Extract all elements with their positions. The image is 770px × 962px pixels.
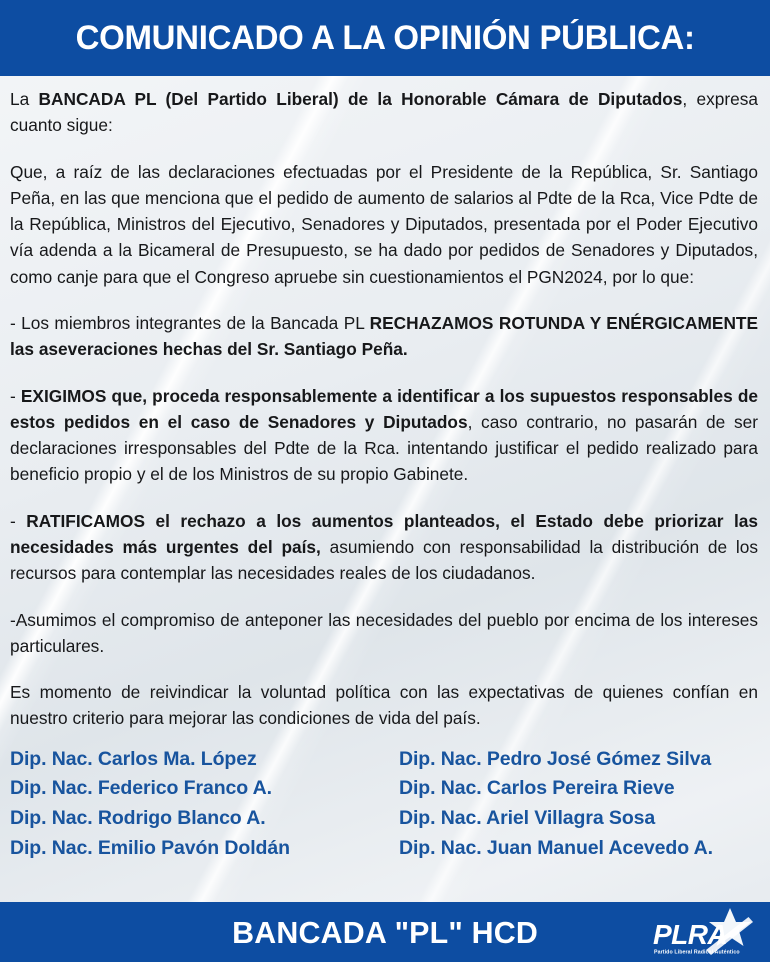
- signature-block: [10, 745, 758, 864]
- ratificamos-bold: RATIFICAMOS el rechazo a los aumentos planteados, el Estado debe priorizar las necesidades más urgentes del país,: [10, 510, 758, 557]
- paragraph-cierre: Es momento de reivindicar la voluntad política con las expectativas de quienes confían en nuestro criterio para mejorar las condiciones de vida del país.: [10, 682, 758, 729]
- rechazamos-lead: - Los miembros integrantes de la Bancada PL: [10, 312, 370, 333]
- footer-band: [0, 902, 770, 962]
- svg-text:PLRA: PLRA: [653, 919, 728, 950]
- signatory-name: Dip. Nac. Ariel Villagra Sosa: [399, 806, 656, 829]
- footer-title: BANCADA "PL" HCD: [232, 914, 538, 950]
- signatory-name: Dip. Nac. Federico Franco A.: [10, 777, 272, 800]
- paragraph-asumimos: -Asumimos el compromiso de anteponer las necesidades del pueblo por encima de los intereses particulares.: [10, 609, 758, 656]
- intro-bold: BANCADA PL (Del Partido Liberal) de la Honorable Cámara de Diputados: [38, 89, 683, 109]
- exigimos-tail: , caso contrario, no pasarán de ser declaraciones irresponsables del Pdte de la Rca. intentando justificar el pedido realizado para beneficio propio y el de los Ministros de su propio Gabinete.: [10, 411, 758, 485]
- ratificamos-lead: -: [10, 510, 27, 531]
- signatory-name: Dip. Nac. Pedro José Gómez Silva: [399, 747, 712, 770]
- paragraph-intro: [10, 86, 758, 139]
- paragraph-rechazamos: [10, 310, 758, 363]
- paragraph-context: Que, a raíz de las declaraciones efectuadas por el Presidente de la República, Sr. Santiago Peña, en las que menciona que el pedido de aumento de salarios al Pdte de la Rca, Vice Pdte de la República, Ministros del Ejecutivo, Senadores y Diputados, presentada por el Poder Ejecutivo vía adenda a la Bicameral de Presupuesto, se ha dado por pedidos de Senadores y Diputados, como canje para que el Congreso apruebe sin cuestionamientos el PGN2024, por lo que:: [10, 161, 758, 287]
- plra-tagline: Partido Liberal Radical Auténtico: [654, 949, 740, 956]
- signature-column-right: [384, 745, 758, 864]
- signature-column-left: [10, 745, 384, 864]
- signatory-name: Dip. Nac. Carlos Pereira Rieve: [399, 777, 675, 800]
- page-title: COMUNICADO A LA OPINIÓN PÚBLICA:: [75, 19, 695, 57]
- intro-lead: La: [10, 89, 39, 109]
- intro-tail: , expresa cuanto sigue:: [10, 89, 758, 136]
- exigimos-lead: -: [10, 385, 21, 406]
- signatory-name: Dip. Nac. Rodrigo Blanco A.: [10, 806, 266, 829]
- plra-logo: [646, 907, 754, 957]
- header-band: [0, 0, 770, 76]
- signatory-name: Dip. Nac. Juan Manuel Acevedo A.: [399, 836, 713, 859]
- signatory-name: Dip. Nac. Emilio Pavón Doldán: [10, 836, 290, 859]
- signatory-name: Dip. Nac. Carlos Ma. López: [10, 747, 257, 770]
- ratificamos-tail: asumiendo con responsabilidad la distribución de los recursos para contemplar las necesidades reales de los ciudadanos.: [10, 536, 758, 584]
- paragraph-ratificamos: [10, 508, 758, 587]
- rechazamos-bold: RECHAZAMOS ROTUNDA Y ENÉRGICAMENTE las aseveraciones hechas del Sr. Santiago Peña.: [10, 312, 759, 360]
- plra-wordmark: [653, 919, 727, 950]
- paragraph-exigimos: [10, 383, 758, 488]
- statement-body: [0, 76, 770, 902]
- exigimos-bold: EXIGIMOS que, proceda responsablemente a identificar a los supuestos responsables de estos pedidos en el caso de Senadores y Diputados: [10, 385, 758, 432]
